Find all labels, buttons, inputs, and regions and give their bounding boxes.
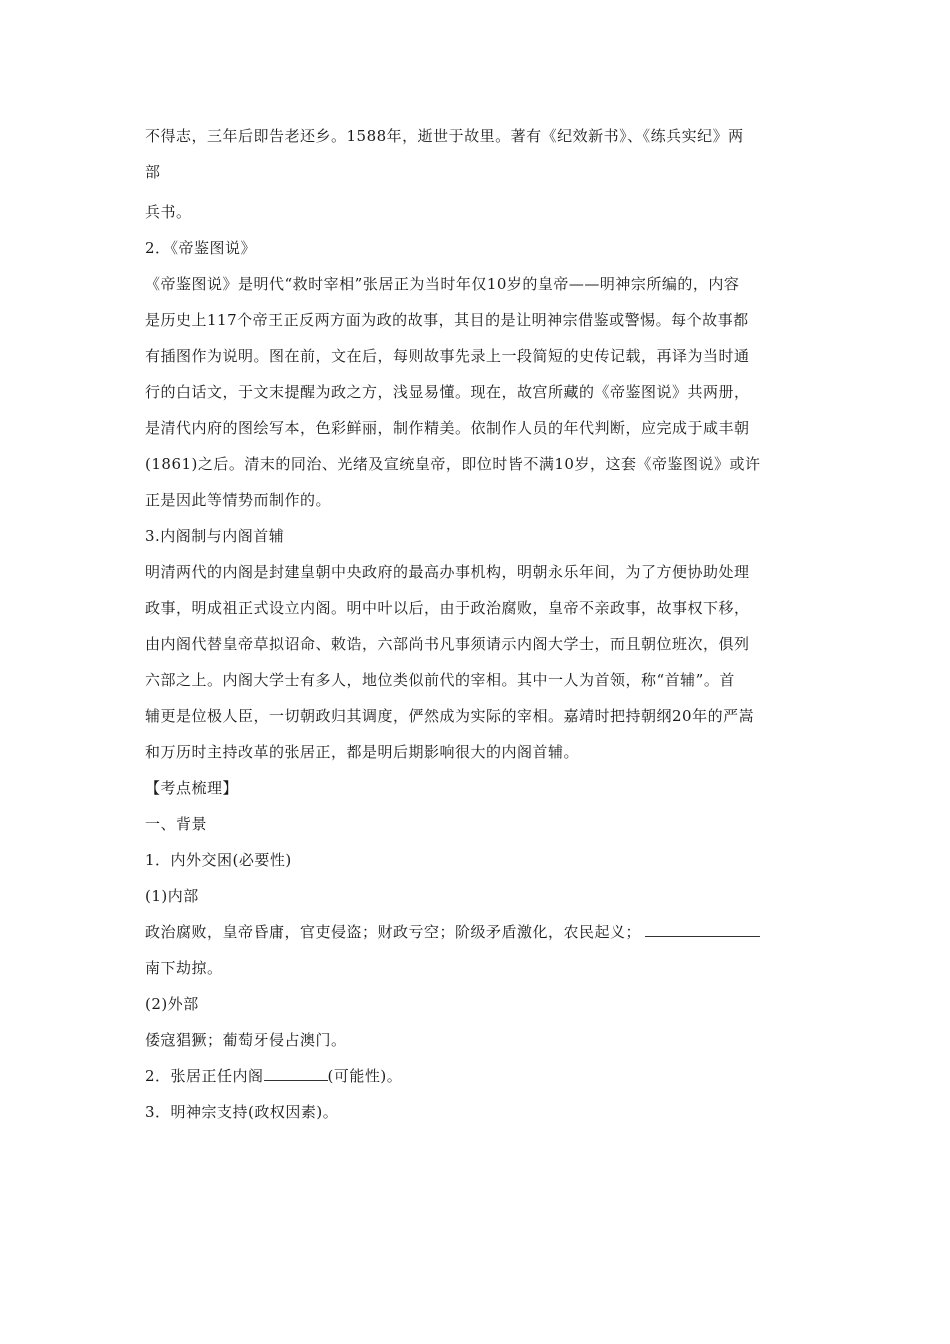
section-heading: 一、背景 — [145, 815, 208, 833]
paragraph-line: 《帝鉴图说》是明代“救时宰相”张居正为当时年仅10岁的皇帝——明神宗所编的，内容 — [145, 275, 740, 293]
answer-blank[interactable] — [264, 1066, 328, 1081]
paragraph-line: 是历史上117个帝王正反两方面为政的故事，其目的是让明神宗借鉴或警惕。每个故事都 — [145, 311, 749, 329]
paragraph-line: 正是因此等情势而制作的。 — [145, 491, 332, 509]
list-item: 3．明神宗支持(政权因素)。 — [145, 1103, 339, 1121]
paragraph-line: 明清两代的内阁是封建皇朝中央政府的最高办事机构，明朝永乐年间，为了方便协助处理 — [145, 563, 750, 581]
paragraph-line: 是清代内府的图绘写本，色彩鲜丽，制作精美。依制作人员的年代判断，应完成于咸丰朝 — [145, 419, 750, 437]
paragraph-line: 行的白话文，于文末提醒为政之方，浅显易懂。现在，故宫所藏的《帝鉴图说》共两册， — [145, 383, 750, 401]
paragraph-line: (1861)之后。清末的同治、光绪及宣统皇帝，即位时皆不满10岁，这套《帝鉴图说》或许 — [145, 455, 761, 473]
paragraph-line: 南下劫掠。 — [145, 959, 223, 977]
answer-blank[interactable] — [645, 922, 760, 937]
paragraph-line: 辅更是位极人臣，一切朝政归其调度，俨然成为实际的宰相。嘉靖时把持朝纲20年的严嵩 — [145, 707, 755, 725]
fill-in-line — [145, 1066, 810, 1086]
paragraph-line: 有插图作为说明。图在前，文在后，每则故事先录上一段简短的史传记载，再译为当时通 — [145, 347, 750, 365]
fill-in-line — [145, 922, 810, 942]
paragraph-line: 不得志，三年后即告老还乡。1588年，逝世于故里。著有《纪效新书》、《练兵实纪》两 — [145, 127, 744, 145]
paragraph-line: 兵书。 — [145, 203, 192, 221]
section-heading: 3.内阁制与内阁首辅 — [145, 527, 285, 545]
fill-in-text: 政治腐败，皇帝昏庸，官吏侵盗；财政亏空；阶级矛盾激化，农民起义； — [145, 923, 642, 941]
fill-in-text: 2．张居正任内阁 — [145, 1067, 264, 1085]
list-item: (2)外部 — [145, 995, 199, 1013]
list-item: (1)内部 — [145, 887, 199, 905]
paragraph-line: 政事，明成祖正式设立内阁。明中叶以后，由于政治腐败，皇帝不亲政事，故事权下移， — [145, 599, 750, 617]
section-heading: 【考点梳理】 — [145, 779, 239, 797]
paragraph-line: 由内阁代替皇帝草拟诏命、敕诰，六部尚书凡事须请示内阁大学士，而且朝位班次，俱列 — [145, 635, 750, 653]
paragraph-line: 六部之上。内阁大学士有多人，地位类似前代的宰相。其中一人为首领，称“首辅”。首 — [145, 671, 735, 689]
section-heading: 2．《帝鉴图说》 — [145, 239, 257, 257]
list-item: 1．内外交困(必要性) — [145, 851, 292, 869]
paragraph-line: 部 — [145, 163, 161, 181]
paragraph-line: 倭寇猖獗；葡萄牙侵占澳门。 — [145, 1031, 347, 1049]
paragraph-line: 和万历时主持改革的张居正，都是明后期影响很大的内阁首辅。 — [145, 743, 580, 761]
fill-in-text: (可能性)。 — [327, 1067, 403, 1085]
